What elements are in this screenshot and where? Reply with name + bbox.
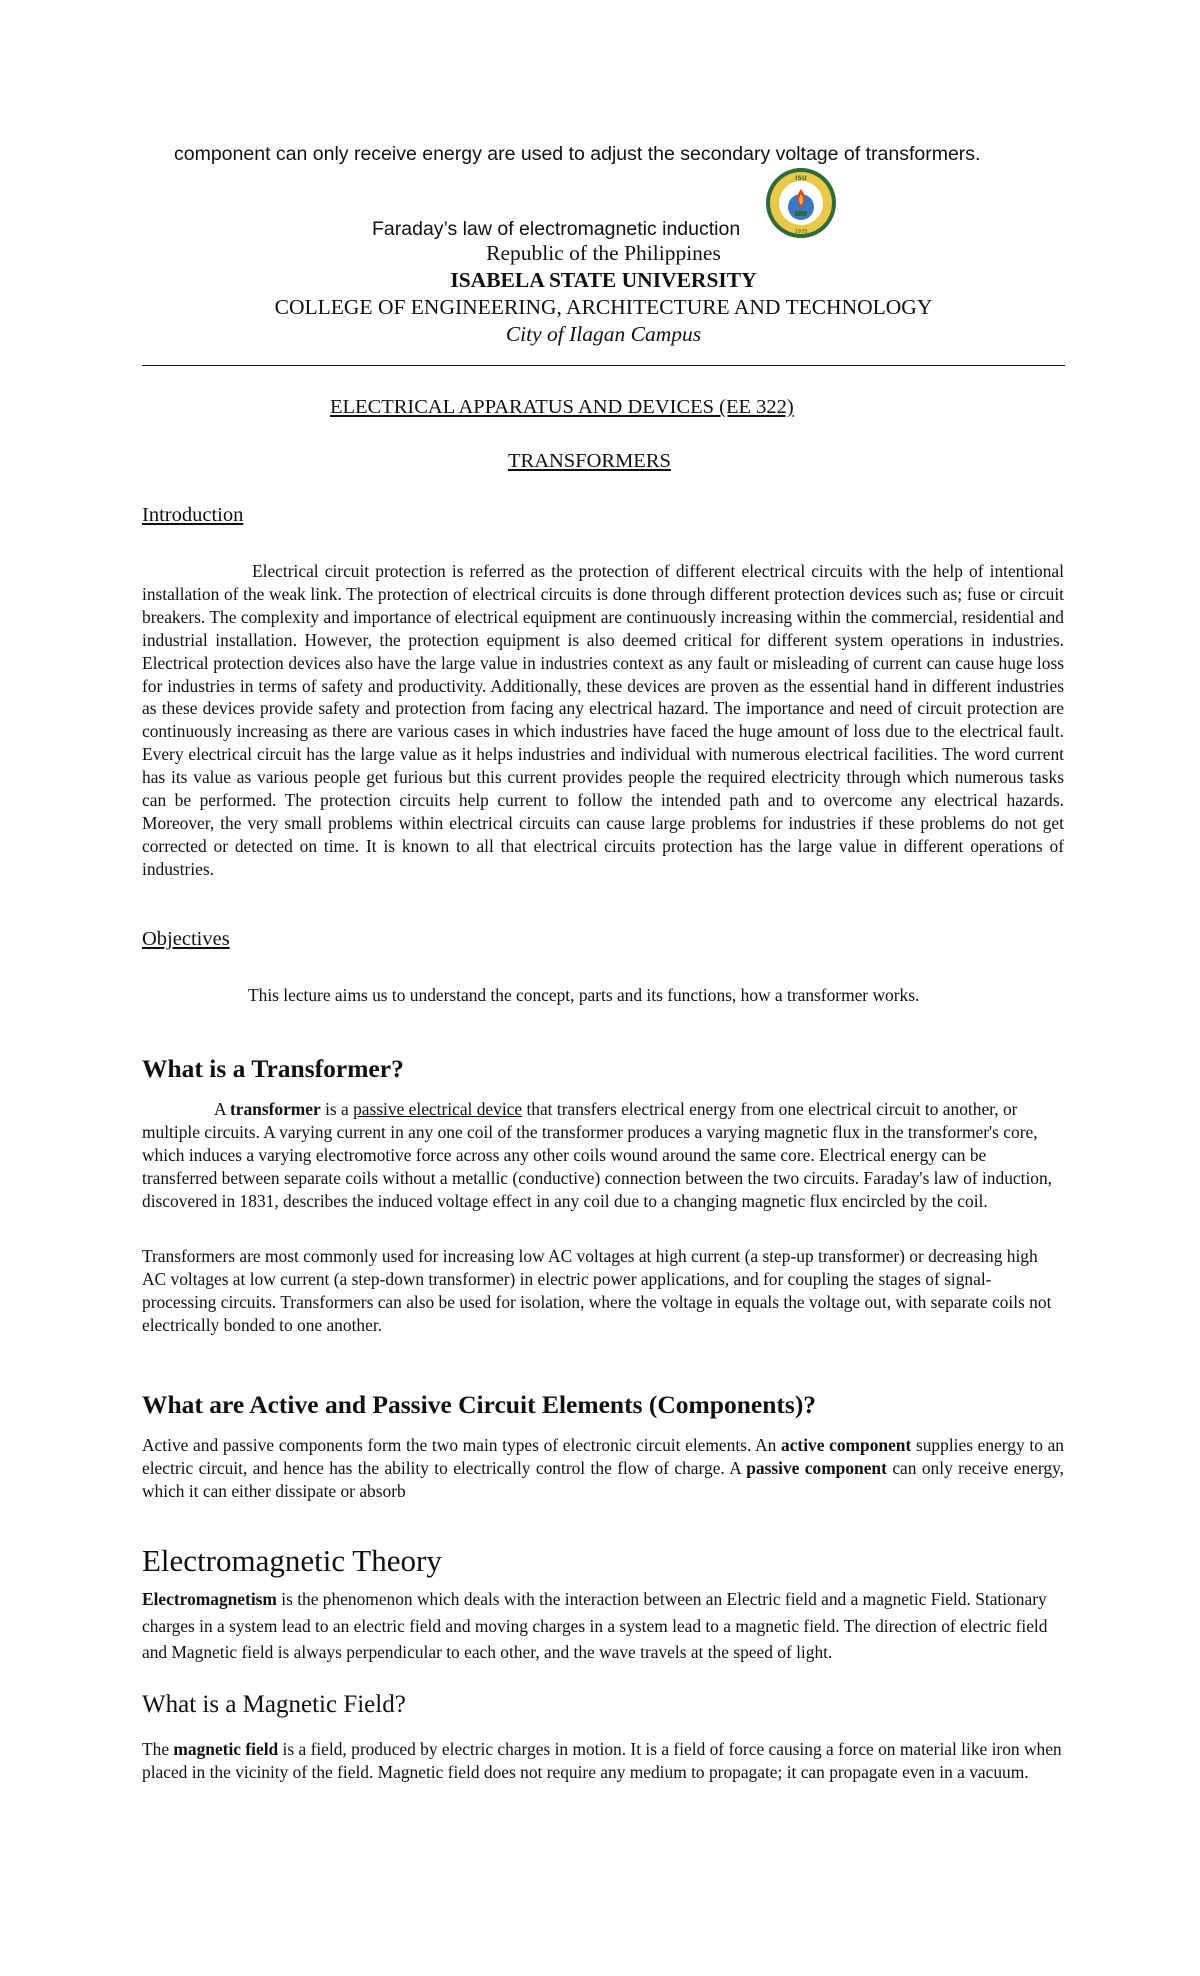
em-theory-heading: Electromagnetic Theory (142, 1543, 442, 1578)
transformer-paragraph-2: Transformers are most commonly used for increasing low AC voltages at high current (a step-up transformer) or decreasing high AC voltages at low current (a step-down transformer) in electric power applications, and for coupling the stages of signal-processing circuits. Transformers can also be used for isolation, where the voltage in equals the voltage out, with separate coils not electrically bonded to one another. (142, 1246, 1052, 1335)
transformer-text-b: is a (320, 1099, 354, 1119)
svg-text:1978: 1978 (794, 229, 808, 235)
course-title: ELECTRICAL APPARATUS AND DEVICES (EE 322) (330, 396, 794, 418)
active-passive-text-b: supplies energy to an electric circuit, and hence has the ability to electrically control the flow of charge. A (142, 1435, 1064, 1478)
university-name: ISABELA STATE UNIVERSITY (450, 268, 757, 292)
passive-component-term: passive component (746, 1457, 887, 1478)
republic-text: Republic of the Philippines (486, 241, 721, 265)
electromagnetism-term: Electromagnetism (142, 1589, 277, 1609)
svg-text:ISU: ISU (795, 175, 807, 182)
magnetic-field-text-a: The (142, 1739, 174, 1759)
transformer-text-a: A (214, 1099, 230, 1119)
introduction-heading: Introduction (142, 504, 244, 526)
passive-electrical-device-link[interactable]: passive electrical device (353, 1099, 523, 1119)
active-component-term: active component (780, 1435, 912, 1455)
magnetic-field-text-b: is a field, produced by electric charges in motion. It is a field of force causing a force on material like iron when placed in the vicinity of the field. Magnetic field does not require any medium to propagate; it can propagate even in a vacuum. (142, 1739, 1062, 1782)
em-theory-text: is the phenomenon which deals with the interaction between an Electric field and a magnetic Field. Stationary charges in a system lead to an electric field and moving charges in a system lead to a magnetic field. The direction of electric field and Magnetic field is always perpendicular to each other, and the wave travels at the speed of light. (142, 1589, 1048, 1662)
transformer-text-c: that transfers electrical energy from one electrical circuit to another, or multiple circuits. A varying current in any one coil of the transformer produces a varying magnetic flux in the transformer's core, which induces a varying electromotive force across any other coils wound around the same core. Electrical energy can be transferred between separate coils without a metallic (conductive) connection between the two circuits. Faraday's law of induction, discovered in 1831, describes the induced voltage effect in any coil due to a changing magnetic flux encircled by the coil. (142, 1099, 1053, 1211)
university-seal-logo (765, 167, 837, 239)
header-divider (142, 365, 1065, 366)
top-fragment-text: component can only receive energy are used to adjust the secondary voltage of transformers. (174, 143, 981, 165)
campus-name: City of Ilagan Campus (505, 322, 702, 346)
em-theory-paragraph (142, 1586, 1064, 1666)
transformer-heading: What is a Transformer? (142, 1054, 404, 1083)
objectives-heading: Objectives (142, 928, 230, 950)
magnetic-field-heading: What is a Magnetic Field? (142, 1691, 406, 1718)
college-name: COLLEGE OF ENGINEERING, ARCHITECTURE AND TECHNOLOGY (274, 295, 933, 319)
introduction-paragraph: Electrical circuit protection is referred as the protection of different electrical circuits with the help of intentional installation of the weak link. The protection of electrical circuits is done through different protection devices such as; fuse or circuit breakers. The complexity and importance of electrical equipment are continuously increasing within the commercial, residential and industrial installation. However, the protection equipment is also deemed critical for different system operations in industries. Electrical protection devices also have the large value in industries context as any fault or misleading of current can cause huge loss for industries in terms of safety and productivity. Additionally, these devices are proven as the essential hand in different industries as these devices provide safety and protection from facing any electrical hazard. The importance and need of circuit protection are continuously increasing as there are various cases in which industries have faced the huge amount of loss due to the electrical fault. Every electrical circuit has the large value as it helps industries and individual with numerous electrical facilities. The word current has its value as various people get furious but this current provides people the required electricity through which numerous tasks can be performed. The protection circuits help current to follow the intended path and to overcome any electrical hazards. Moreover, the very small problems within electrical circuits can cause large problems for industries if these problems do not get corrected or detected on time. It is known to all that electrical circuits protection has the large value in different operations of industries. (142, 561, 1064, 879)
active-passive-heading: What are Active and Passive Circuit Elements (Components)? (142, 1390, 817, 1419)
magnetic-field-term: magnetic field (173, 1739, 279, 1759)
active-passive-text-c: can only receive energy, which it can either dissipate or absorb (142, 1457, 1064, 1501)
transformer-term: transformer (229, 1099, 321, 1119)
objectives-paragraph: This lecture aims us to understand the concept, parts and its functions, how a transformer works. (248, 985, 920, 1005)
topic-title: TRANSFORMERS (508, 450, 671, 472)
faraday-line-text: Faraday’s law of electromagnetic induction (372, 218, 741, 240)
transformer-paragraph-1 (142, 1098, 1064, 1213)
magnetic-field-paragraph (142, 1738, 1064, 1784)
active-passive-text-a: Active and passive components form the two main types of electronic circuit elements. An (142, 1435, 781, 1455)
active-passive-paragraph (142, 1434, 1064, 1503)
